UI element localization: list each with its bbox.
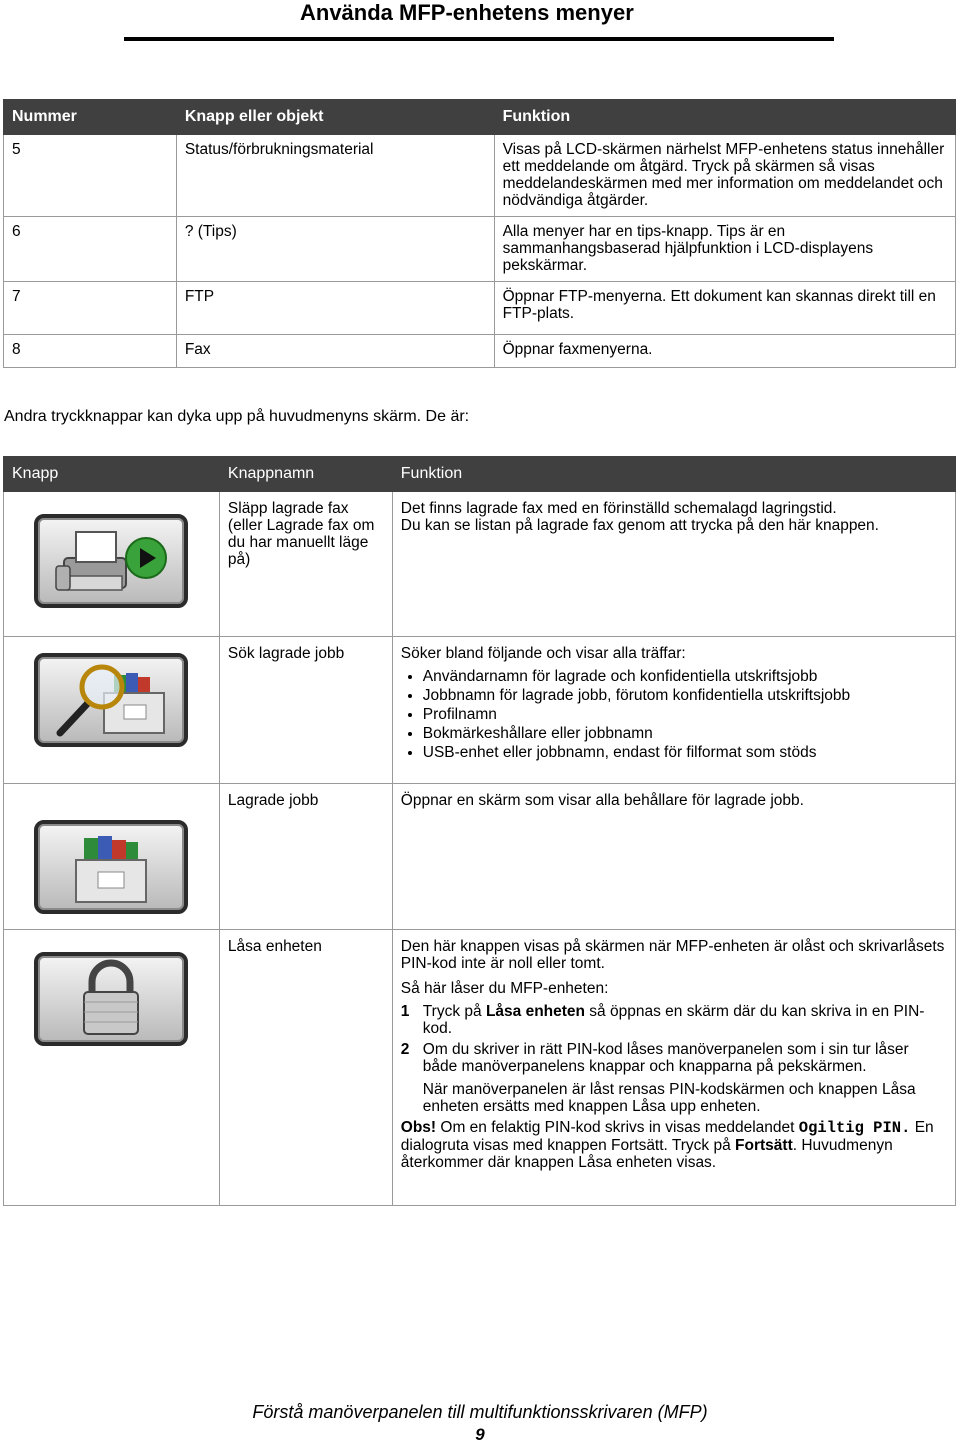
column-header-function: Funktion <box>392 457 955 492</box>
table-row <box>4 784 956 930</box>
column-header-function: Funktion <box>494 100 955 135</box>
note <box>401 1119 947 1171</box>
search-criteria-list <box>401 668 947 761</box>
list-item: • Användarnamn för lagrade och konfidentiella utskriftsjobb <box>423 668 947 685</box>
table-row <box>4 217 956 282</box>
page-header-title: Använda MFP-enhetens menyer <box>300 0 634 25</box>
table-row <box>4 135 956 217</box>
table-row <box>4 637 956 784</box>
column-header-number: Nummer <box>4 100 177 135</box>
table-header-row <box>4 457 956 492</box>
lock-howto: Så här låser du MFP-enheten: <box>400 980 609 997</box>
row-number: 6 <box>4 217 177 282</box>
note-text-mid: En dialogruta visas med knappen Fortsätt. Tryck på <box>400 1119 934 1154</box>
button-cell <box>4 784 220 930</box>
row-number: 8 <box>4 335 177 368</box>
list-item: • Profilnamn <box>423 706 947 723</box>
fax-desc-2: Du kan se listan på lagrade fax genom att trycka på den här knappen. <box>400 517 879 534</box>
row-function: Alla menyer har en tips-knapp. Tips är en sammanhangsbaserad hjälpfunktion i LCD-displayens pekskärmar. <box>494 217 955 282</box>
button-function <box>392 492 955 637</box>
button-function: Öppnar en skärm som visar alla behållare för lagrade jobb. <box>392 784 955 930</box>
table-header-row <box>4 100 956 135</box>
note-text-post: . Huvudmenyn återkommer där knappen Låsa enheten visas. <box>400 1137 893 1171</box>
button-cell <box>4 930 220 1206</box>
row-item: ? (Tips) <box>176 217 494 282</box>
lock-steps <box>401 1003 947 1115</box>
magnifier-box-icon <box>38 657 184 743</box>
row-number: 7 <box>4 282 177 335</box>
note-label: Obs! <box>400 1119 437 1136</box>
button-function <box>392 637 955 784</box>
column-header-item: Knapp eller objekt <box>176 100 494 135</box>
padlock-icon <box>38 956 184 1042</box>
row-item: Status/förbrukningsmaterial <box>176 135 494 217</box>
button-cell <box>4 492 220 637</box>
column-header-button-name: Knappnamn <box>219 457 392 492</box>
menu-items-table <box>3 99 956 368</box>
row-function: Öppnar faxmenyerna. <box>494 335 955 368</box>
buttons-table <box>3 456 956 1206</box>
note-text-pre: Om en felaktig PIN-kod skrivs in visas meddelandet <box>436 1119 799 1136</box>
intro-text: Andra tryckknappar kan dyka upp på huvudmenyns skärm. De är: <box>4 408 470 425</box>
step-extra: När manöverpanelen är låst rensas PIN-kodskärmen och knappen Låsa enheten ersätts med knappen Låsa upp enheten. <box>422 1081 916 1115</box>
row-item: Fax <box>176 335 494 368</box>
button-name: Lagrade jobb <box>219 784 392 930</box>
row-function: Öppnar FTP-menyerna. Ett dokument kan skannas direkt till en FTP-plats. <box>494 282 955 335</box>
list-item: • Jobbnamn för lagrade jobb, förutom konfidentiella utskriftsjobb <box>423 687 947 704</box>
step-text-post: så öppnas en skärm där du kan skriva in en PIN-kod. <box>422 1003 925 1037</box>
button-cell <box>4 637 220 784</box>
header-rule <box>124 37 834 41</box>
table-row <box>4 282 956 335</box>
fax-desc-1: Det finns lagrade fax med en förinställd schemalagd lagringstid. <box>400 500 837 517</box>
step-text-pre: Tryck på <box>422 1003 486 1020</box>
column-header-button: Knapp <box>4 457 220 492</box>
row-item: FTP <box>176 282 494 335</box>
list-item: • Bokmärkeshållare eller jobbnamn <box>423 725 947 742</box>
row-number: 5 <box>4 135 177 217</box>
step-number: 2 <box>400 1041 410 1058</box>
footer-title: Förstå manöverpanelen till multifunktionsskrivaren (MFP) <box>252 1402 708 1422</box>
step-item <box>401 1003 947 1037</box>
row-function: Visas på LCD-skärmen närhelst MFP-enhetens status innehåller ett meddelande om åtgärd. Tryck på skärmen så visas meddelandeskärmen med mer information om meddelandet och nödvändiga åtgärder. <box>494 135 955 217</box>
list-item: • USB-enhet eller jobbnamn, endast för filformat som stöds <box>423 744 947 761</box>
fax-icon <box>38 518 184 604</box>
held-jobs-button[interactable] <box>34 820 188 914</box>
step-number: 1 <box>400 1003 410 1020</box>
button-name: Sök lagrade jobb <box>219 637 392 784</box>
step-text-bold: Låsa enheten <box>485 1003 585 1020</box>
step-text: Om du skriver in rätt PIN-kod låses manöverpanelen som i sin tur låser både manöverpanelens knappar och knapparna på pekskärmen. <box>422 1041 909 1075</box>
table-row <box>4 492 956 637</box>
table-row <box>4 930 956 1206</box>
note-code: Ogiltig PIN. <box>798 1119 911 1137</box>
release-held-faxes-button[interactable] <box>34 514 188 608</box>
page-number: 9 <box>475 1425 485 1444</box>
button-function <box>392 930 955 1206</box>
lock-desc: Den här knappen visas på skärmen när MFP-enheten är olåst och skrivarlåsets PIN-kod inte är noll eller tomt. <box>400 938 945 972</box>
table-row <box>4 335 956 368</box>
button-name: Släpp lagrade fax (eller Lagrade fax om du har manuellt läge på) <box>219 492 392 637</box>
search-held-jobs-button[interactable] <box>34 653 188 747</box>
lock-device-button[interactable] <box>34 952 188 1046</box>
held-jobs-box-icon <box>38 824 184 910</box>
note-bold: Fortsätt <box>735 1137 793 1154</box>
search-desc: Söker bland följande och visar alla träffar: <box>400 645 686 662</box>
button-name: Låsa enheten <box>219 930 392 1206</box>
step-item <box>401 1041 947 1115</box>
